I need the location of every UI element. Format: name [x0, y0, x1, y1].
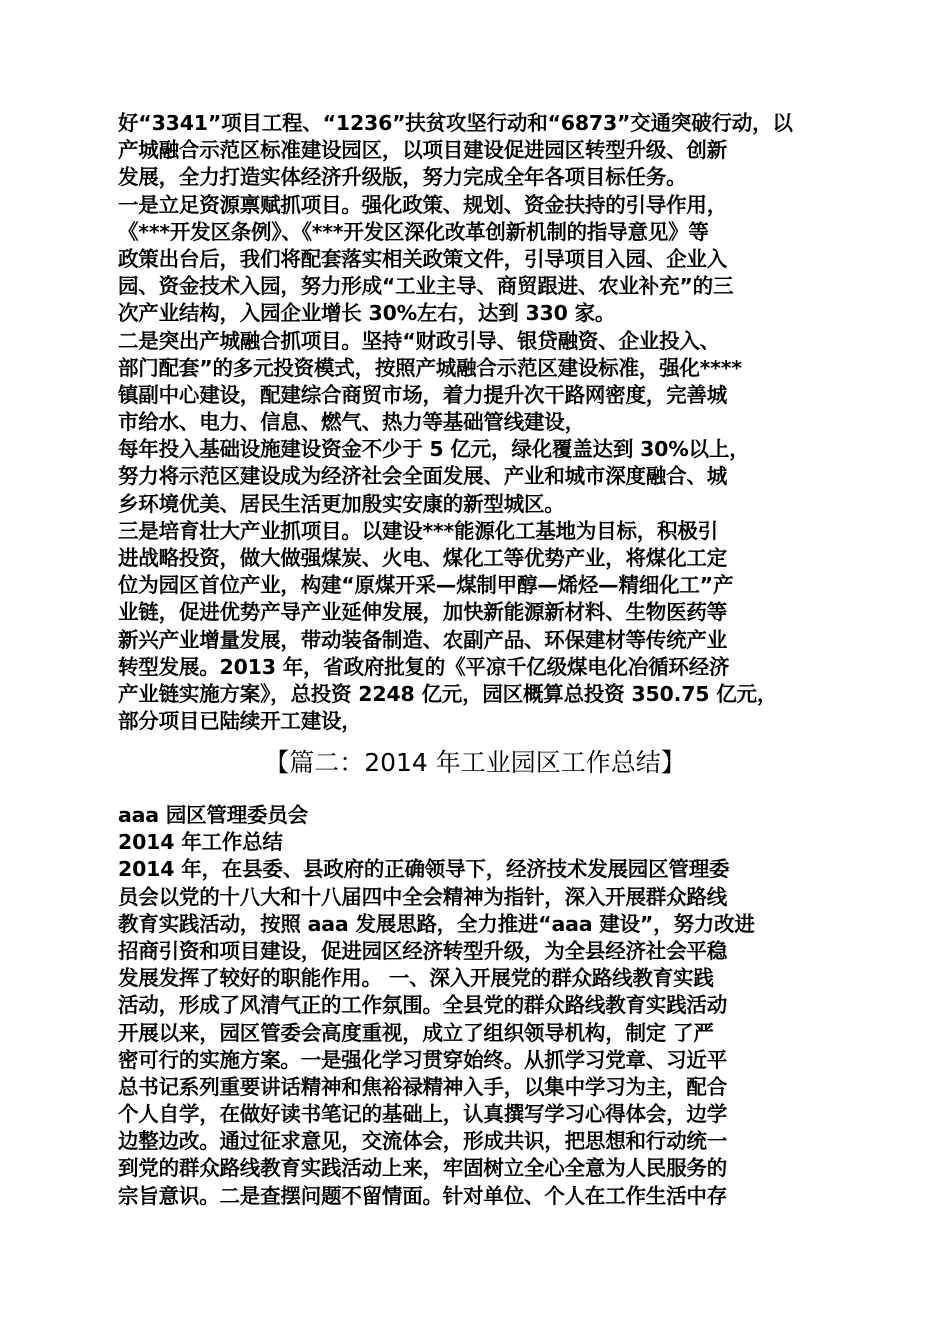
text-line: 园、资金技术入园，努力形成“工业主导、商贸跟进、农业补充”的三: [118, 274, 734, 299]
text-line: 开展以来，园区管委会高度重视，成立了组织领导机构，制定 了严: [118, 1020, 714, 1045]
text-line: 二是突出产城融合抓项目。坚持“财政引导、银贷融资、企业投入、: [118, 328, 720, 353]
text-line: 个人自学，在做好读书笔记的基础上，认真撰写学习心得体会，边学: [118, 1102, 727, 1127]
text-line: 新兴产业增量发展，带动装备制造、农副产品、环保建材等传统产业: [118, 627, 727, 652]
text-line: 《***开发区条例》、《***开发区深化改革创新机制的指导意见》等: [118, 219, 709, 244]
text-line: 部分项目已陆续开工建设，: [118, 709, 362, 734]
text-line: 产业链实施方案》，总投资 2248 亿元，园区概算总投资 350.75 亿元，: [118, 681, 778, 706]
text-line: 总书记系列重要讲话精神和焦裕禄精神入手，以集中学习为主，配合: [118, 1074, 727, 1099]
text-line: 教育实践活动，按照 aaa 发展思路，全力推进“aaa 建设”，努力改进: [118, 911, 755, 936]
text-line: 产城融合示范区标准建设园区，以项目建设促进园区转型升级、创新: [118, 138, 727, 163]
text-line: 业链，促进优势产导产业延伸发展，加快新能源新材料、生物医药等: [118, 600, 727, 625]
text-line: 市给水、电力、信息、燃气、热力等基础管线建设，: [118, 410, 585, 435]
text-line: 政策出台后，我们将配套落实相关政策文件，引导项目入园、企业入: [118, 246, 727, 271]
text-line: 宗旨意识。二是查摆问题不留情面。针对单位、个人在工作生活中存: [118, 1183, 727, 1208]
text-line: 2014 年，在县委、县政府的正确领导下，经济技术发展园区管理委: [118, 857, 730, 882]
text-line: 部门配套”的多元投资模式，按照产城融合示范区建设标准，强化****: [118, 355, 742, 380]
text-line: 一是立足资源禀赋抓项目。强化政策、规划、资金扶持的引导作用，: [118, 192, 727, 217]
text-line: 努力将示范区建设成为经济社会全面发展、产业和城市深度融合、城: [118, 464, 727, 489]
text-line: 发展，全力打造实体经济升级版，努力完成全年各项目标任务。: [118, 165, 687, 190]
text-line: 次产业结构，入园企业增长 30%左右，达到 330 家。: [118, 301, 616, 326]
text-line: 转型发展。2013 年，省政府批复的《平凉千亿级煤电化冶循环经济: [118, 654, 730, 679]
text-line: 发展发挥了较好的职能作用。 一、深入开展党的群众路线教育实践: [118, 966, 714, 991]
text-line: 乡环境优美、居民生活更加殷实安康的新型城区。: [118, 491, 565, 516]
text-line: 边整边改。通过征求意见，交流体会，形成共识，把思想和行动统一: [118, 1129, 727, 1154]
text-line: 位为园区首位产业，构建“原煤开采—煤制甲醇—烯烃—精细化工”产: [118, 573, 734, 598]
text-line: 活动，形成了风清气正的工作氛围。全县党的群众路线教育实践活动: [118, 993, 727, 1018]
text-line: 密可行的实施方案。一是强化学习贯穿始终。从抓学习党章、习近平: [118, 1047, 727, 1072]
text-line: 三是培育壮大产业抓项目。以建设***能源化工基地为目标，积极引: [118, 518, 718, 543]
text-line: aaa 园区管理委员会: [118, 803, 308, 827]
text-line: 每年投入基础设施建设资金不少于 5 亿元，绿化覆盖达到 30%以上，: [118, 437, 750, 462]
text-line: 镇副中心建设，配建综合商贸市场，着力提升次干路网密度，完善城: [118, 382, 727, 407]
text-line: 员会以党的十八大和十八届四中全会精神为指针，深入开展群众路线: [118, 884, 727, 909]
section-one-text: [118, 110, 858, 735]
text-line: 2014 年工作总结: [118, 830, 283, 855]
section-heading: 【篇二：2014 年工业园区工作总结】: [264, 748, 686, 777]
text-line: 招商引资和项目建设，促进园区经济转型升级，为全县经济社会平稳: [118, 938, 727, 963]
text-line: 好“3341”项目工程、“1236”扶贫攻坚行动和“6873”交通突破行动，以: [118, 111, 793, 135]
text-line: 到党的群众路线教育实践活动上来，牢固树立全心全意为人民服务的: [118, 1156, 727, 1181]
text-line: 进战略投资，做大做强煤炭、火电、煤化工等优势产业，将煤化工定: [118, 546, 727, 570]
section-two-text: [118, 802, 858, 1210]
